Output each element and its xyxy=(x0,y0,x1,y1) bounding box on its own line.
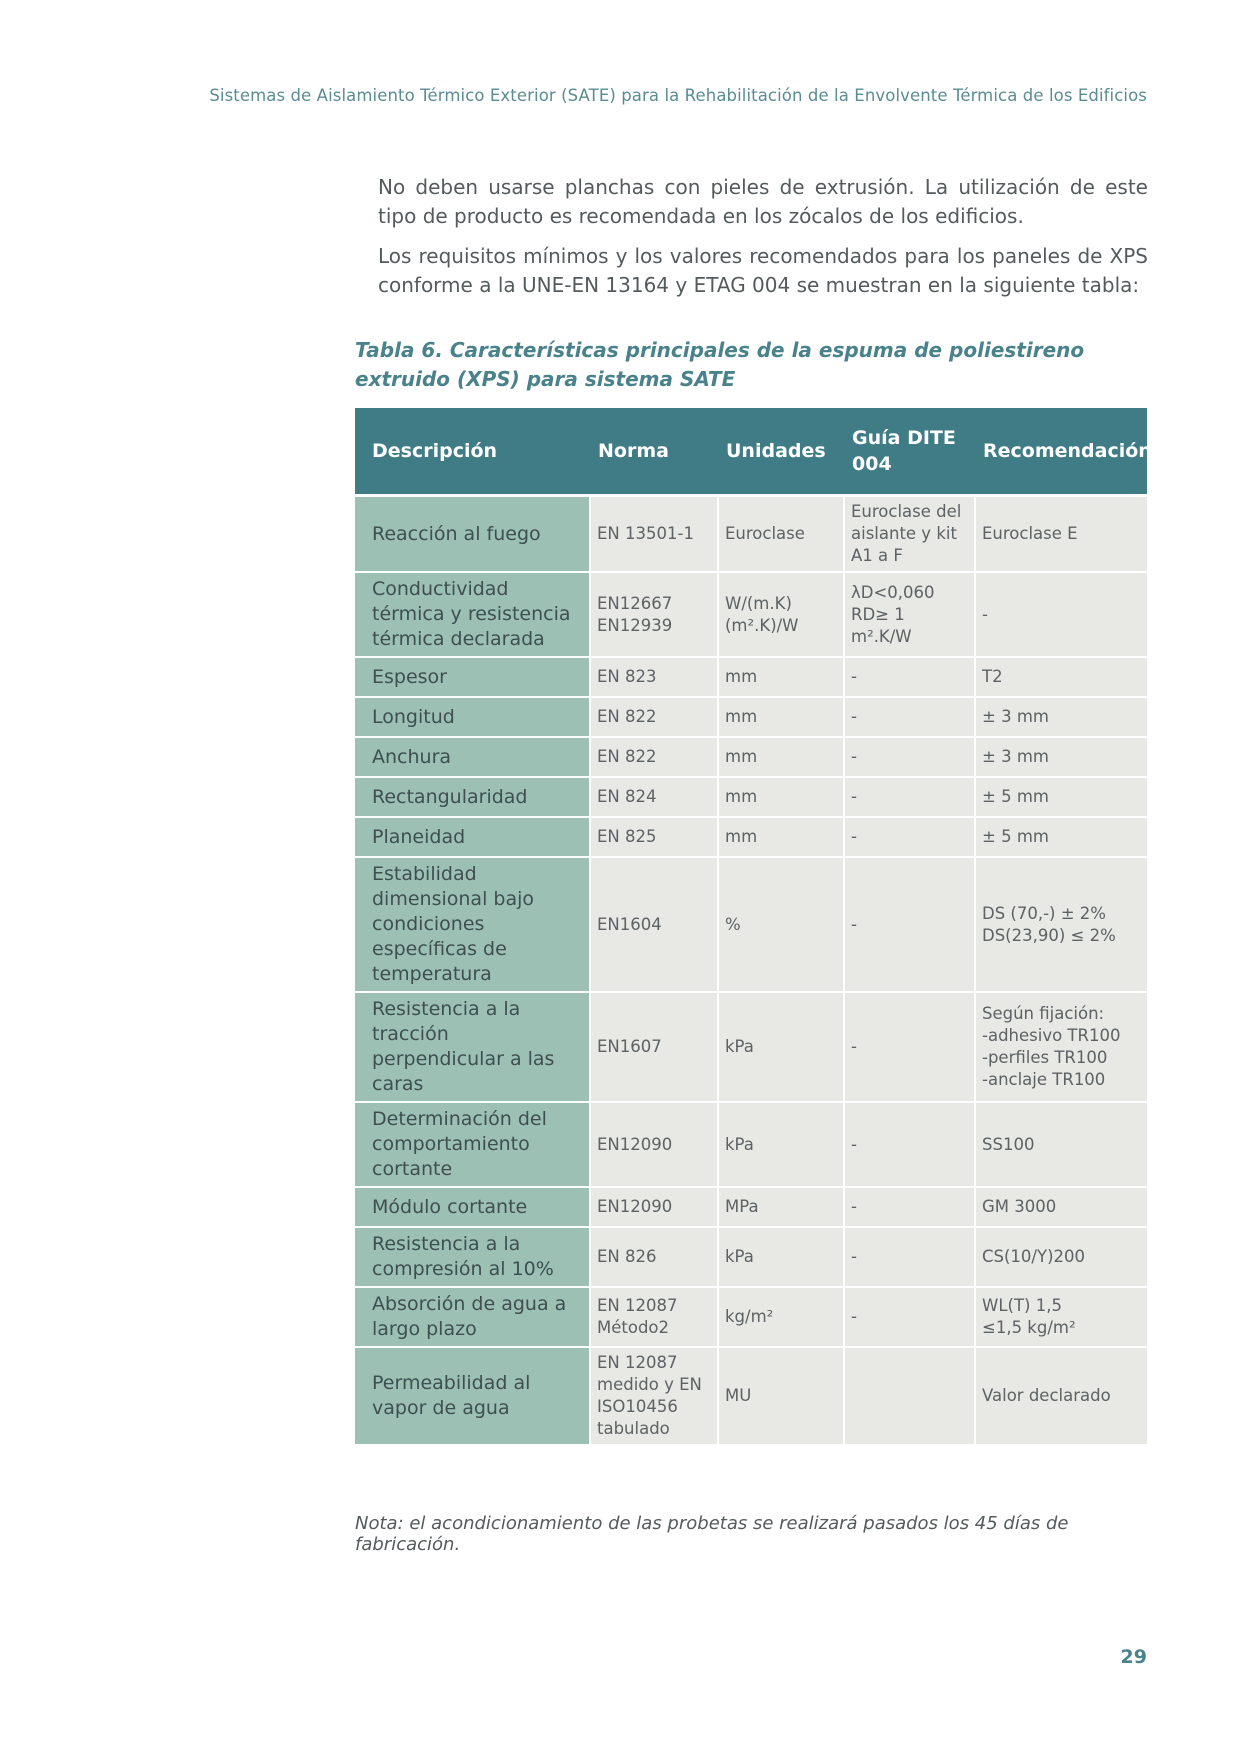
cell-unidades: mm xyxy=(718,777,844,817)
cell-descripcion: Resistencia a la compresión al 10% xyxy=(355,1227,590,1287)
cell-guia: - xyxy=(844,817,975,857)
table-row xyxy=(355,817,1147,857)
cell-descripcion: Anchura xyxy=(355,737,590,777)
cell-unidades: mm xyxy=(718,697,844,737)
table-row xyxy=(355,697,1147,737)
table-row xyxy=(355,777,1147,817)
cell-recomendacion: ± 5 mm xyxy=(975,817,1147,857)
cell-descripcion: Absorción de agua a largo plazo xyxy=(355,1287,590,1347)
cell-recomendacion: - xyxy=(975,572,1147,657)
cell-recomendacion: Euroclase E xyxy=(975,496,1147,573)
cell-guia: - xyxy=(844,1227,975,1287)
cell-unidades: Euroclase xyxy=(718,496,844,573)
column-header-unidades: Unidades xyxy=(718,408,844,496)
table-row xyxy=(355,992,1147,1102)
cell-recomendacion: Valor declarado xyxy=(975,1347,1147,1445)
cell-guia: - xyxy=(844,777,975,817)
cell-recomendacion: DS (70,-) ± 2% DS(23,90) ≤ 2% xyxy=(975,857,1147,992)
cell-recomendacion: ± 3 mm xyxy=(975,697,1147,737)
cell-unidades: mm xyxy=(718,737,844,777)
cell-guia: λD<0,060 RD≥ 1 m².K/W xyxy=(844,572,975,657)
cell-unidades: mm xyxy=(718,817,844,857)
cell-norma: EN 826 xyxy=(590,1227,718,1287)
paragraph-2: Los requisitos mínimos y los valores recomendados para los paneles de XPS conforme a la UNE-EN 13164 y ETAG 004 se muestran en la siguiente tabla: xyxy=(378,244,1148,297)
cell-guia: - xyxy=(844,992,975,1102)
cell-descripcion: Longitud xyxy=(355,697,590,737)
cell-guia: - xyxy=(844,657,975,697)
page-number: 29 xyxy=(1120,1646,1147,1668)
cell-guia: - xyxy=(844,697,975,737)
cell-unidades: W/(m.K) (m².K)/W xyxy=(718,572,844,657)
cell-descripcion: Conductividad térmica y resistencia térmica declarada xyxy=(355,572,590,657)
cell-descripcion: Reacción al fuego xyxy=(355,496,590,573)
table-row xyxy=(355,496,1147,573)
cell-recomendacion: CS(10/Y)200 xyxy=(975,1227,1147,1287)
table-row xyxy=(355,737,1147,777)
column-header-norma: Norma xyxy=(590,408,718,496)
cell-norma: EN 825 xyxy=(590,817,718,857)
cell-guia: - xyxy=(844,857,975,992)
cell-norma: EN12090 xyxy=(590,1102,718,1187)
cell-descripcion: Rectangularidad xyxy=(355,777,590,817)
cell-recomendacion: GM 3000 xyxy=(975,1187,1147,1227)
cell-norma: EN12090 xyxy=(590,1187,718,1227)
cell-norma: EN12667 EN12939 xyxy=(590,572,718,657)
cell-unidades: kPa xyxy=(718,1102,844,1187)
cell-descripcion: Determinación del comportamiento cortante xyxy=(355,1102,590,1187)
cell-guia: - xyxy=(844,1102,975,1187)
cell-norma: EN 822 xyxy=(590,737,718,777)
column-header-descripcion: Descripción xyxy=(355,408,590,496)
cell-recomendacion: WL(T) 1,5 ≤1,5 kg/m² xyxy=(975,1287,1147,1347)
cell-guia: - xyxy=(844,737,975,777)
cell-norma: EN 13501-1 xyxy=(590,496,718,573)
table-row xyxy=(355,1102,1147,1187)
cell-norma: EN 12087 Método2 xyxy=(590,1287,718,1347)
cell-norma: EN 12087 medido y EN ISO10456 tabulado xyxy=(590,1347,718,1445)
cell-unidades: % xyxy=(718,857,844,992)
cell-norma: EN1607 xyxy=(590,992,718,1102)
cell-descripcion: Planeidad xyxy=(355,817,590,857)
cell-descripcion: Módulo cortante xyxy=(355,1187,590,1227)
running-header: Sistemas de Aislamiento Térmico Exterior (SATE) para la Rehabilitación de la Envolvente Térmica de los Edificios xyxy=(209,86,1147,105)
cell-recomendacion: ± 3 mm xyxy=(975,737,1147,777)
cell-unidades: kg/m² xyxy=(718,1287,844,1347)
cell-descripcion: Estabilidad dimensional bajo condiciones específicas de temperatura xyxy=(355,857,590,992)
cell-recomendacion: T2 xyxy=(975,657,1147,697)
table-row xyxy=(355,1227,1147,1287)
cell-unidades: kPa xyxy=(718,1227,844,1287)
cell-norma: EN1604 xyxy=(590,857,718,992)
cell-unidades: mm xyxy=(718,657,844,697)
cell-recomendacion: SS100 xyxy=(975,1102,1147,1187)
column-header-recomendacion: Recomendación xyxy=(975,408,1147,496)
cell-recomendacion: Según fijación: -adhesivo TR100 -perfiles TR100 -anclaje TR100 xyxy=(975,992,1147,1102)
xps-characteristics-table xyxy=(355,408,1152,1446)
cell-descripcion: Resistencia a la tracción perpendicular a las caras xyxy=(355,992,590,1102)
cell-descripcion: Permeabilidad al vapor de agua xyxy=(355,1347,590,1445)
table-header-row xyxy=(355,408,1147,496)
table-row xyxy=(355,857,1147,992)
table-row xyxy=(355,1287,1147,1347)
table-note: Nota: el acondicionamiento de las probetas se realizará pasados los 45 días de fabricación. xyxy=(355,1513,1069,1555)
table-caption: Tabla 6. Características principales de la espuma de poliestireno extruido (XPS) para sistema SATE xyxy=(355,338,1085,391)
cell-guia xyxy=(844,1347,975,1445)
cell-norma: EN 824 xyxy=(590,777,718,817)
cell-guia: - xyxy=(844,1287,975,1347)
cell-recomendacion: ± 5 mm xyxy=(975,777,1147,817)
cell-unidades: kPa xyxy=(718,992,844,1102)
cell-descripcion: Espesor xyxy=(355,657,590,697)
cell-unidades: MU xyxy=(718,1347,844,1445)
column-header-guia: Guía DITE 004 xyxy=(844,408,975,496)
cell-unidades: MPa xyxy=(718,1187,844,1227)
cell-norma: EN 823 xyxy=(590,657,718,697)
cell-guia: - xyxy=(844,1187,975,1227)
table-row xyxy=(355,1347,1147,1445)
table-row xyxy=(355,572,1147,657)
table-row xyxy=(355,1187,1147,1227)
paragraph-1: No deben usarse planchas con pieles de extrusión. La utilización de este tipo de producto es recomendada en los zócalos de los edificios. xyxy=(378,175,1148,228)
table-row xyxy=(355,657,1147,697)
cell-norma: EN 822 xyxy=(590,697,718,737)
cell-guia: Euroclase del aislante y kit A1 a F xyxy=(844,496,975,573)
